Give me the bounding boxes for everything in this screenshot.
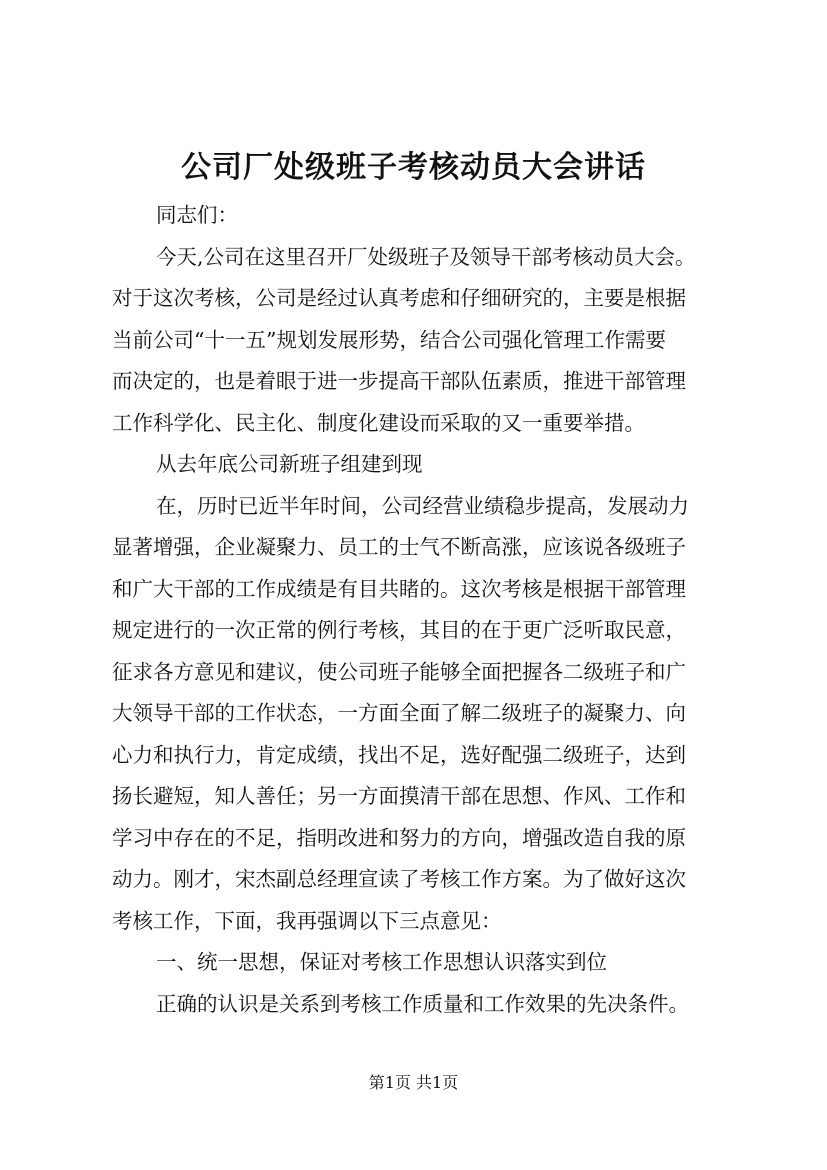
body-line: 征求各方意见和建议，使公司班子能够全面把握各二级班子和广 (112, 659, 686, 684)
body-line: 工作科学化、民主化、制度化建设而采取的又一重要举措。 (112, 410, 645, 435)
body-line: 和广大干部的工作成绩是有目共睹的。这次考核是根据干部管理 (112, 576, 686, 601)
page-footer: 第1页 共1页 (368, 1073, 459, 1092)
section-heading: 一、统一思想，保证对考核工作思想认识落实到位 (156, 950, 607, 974)
body-line: 从去年底公司新班子组建到现 (156, 452, 423, 476)
body-line: 动力。刚才，宋杰副总经理宣读了考核工作方案。为了做好这次 (112, 867, 686, 891)
body-line: 而决定的，也是着眼于进一步提高干部队伍素质，推进干部管理 (112, 369, 686, 393)
body-line: 同志们： (156, 203, 238, 227)
document-title: 公司厂处级班子考核动员大会讲话 (181, 150, 646, 185)
document-body (112, 195, 737, 1025)
body-line: 在，历时已近半年时间，公司经营业绩稳步提高，发展动力 (156, 493, 689, 518)
body-line: 当前公司“十一五”规划发展形势，结合公司强化管理工作需要 (112, 327, 666, 352)
body-line: 扬长避短，知人善任；另一方面摸清干部在思想、作风、工作和 (112, 784, 686, 808)
body-line: 规定进行的一次正常的例行考核，其目的在于更广泛听取民意， (112, 618, 686, 642)
body-line: 学习中存在的不足，指明改进和努力的方向，增强改造自我的原 (112, 825, 686, 850)
body-line: 心力和执行力，肯定成绩，找出不足，选好配强二级班子，达到 (112, 742, 686, 767)
body-line: 今天,公司在这里召开厂处级班子及领导干部考核动员大会。 (156, 244, 696, 269)
body-line: 大领导干部的工作状态，一方面全面了解二级班子的凝聚力、向 (112, 701, 686, 725)
body-line: 显著增强，企业凝聚力、员工的士气不断高涨，应该说各级班子 (112, 535, 686, 559)
body-line: 正确的认识是关系到考核工作质量和工作效果的先决条件。 (156, 991, 689, 1016)
body-line: 考核工作，下面，我再强调以下三点意见： (112, 908, 502, 933)
body-line: 对于这次考核，公司是经过认真考虑和仔细研究的，主要是根据 (112, 286, 686, 310)
